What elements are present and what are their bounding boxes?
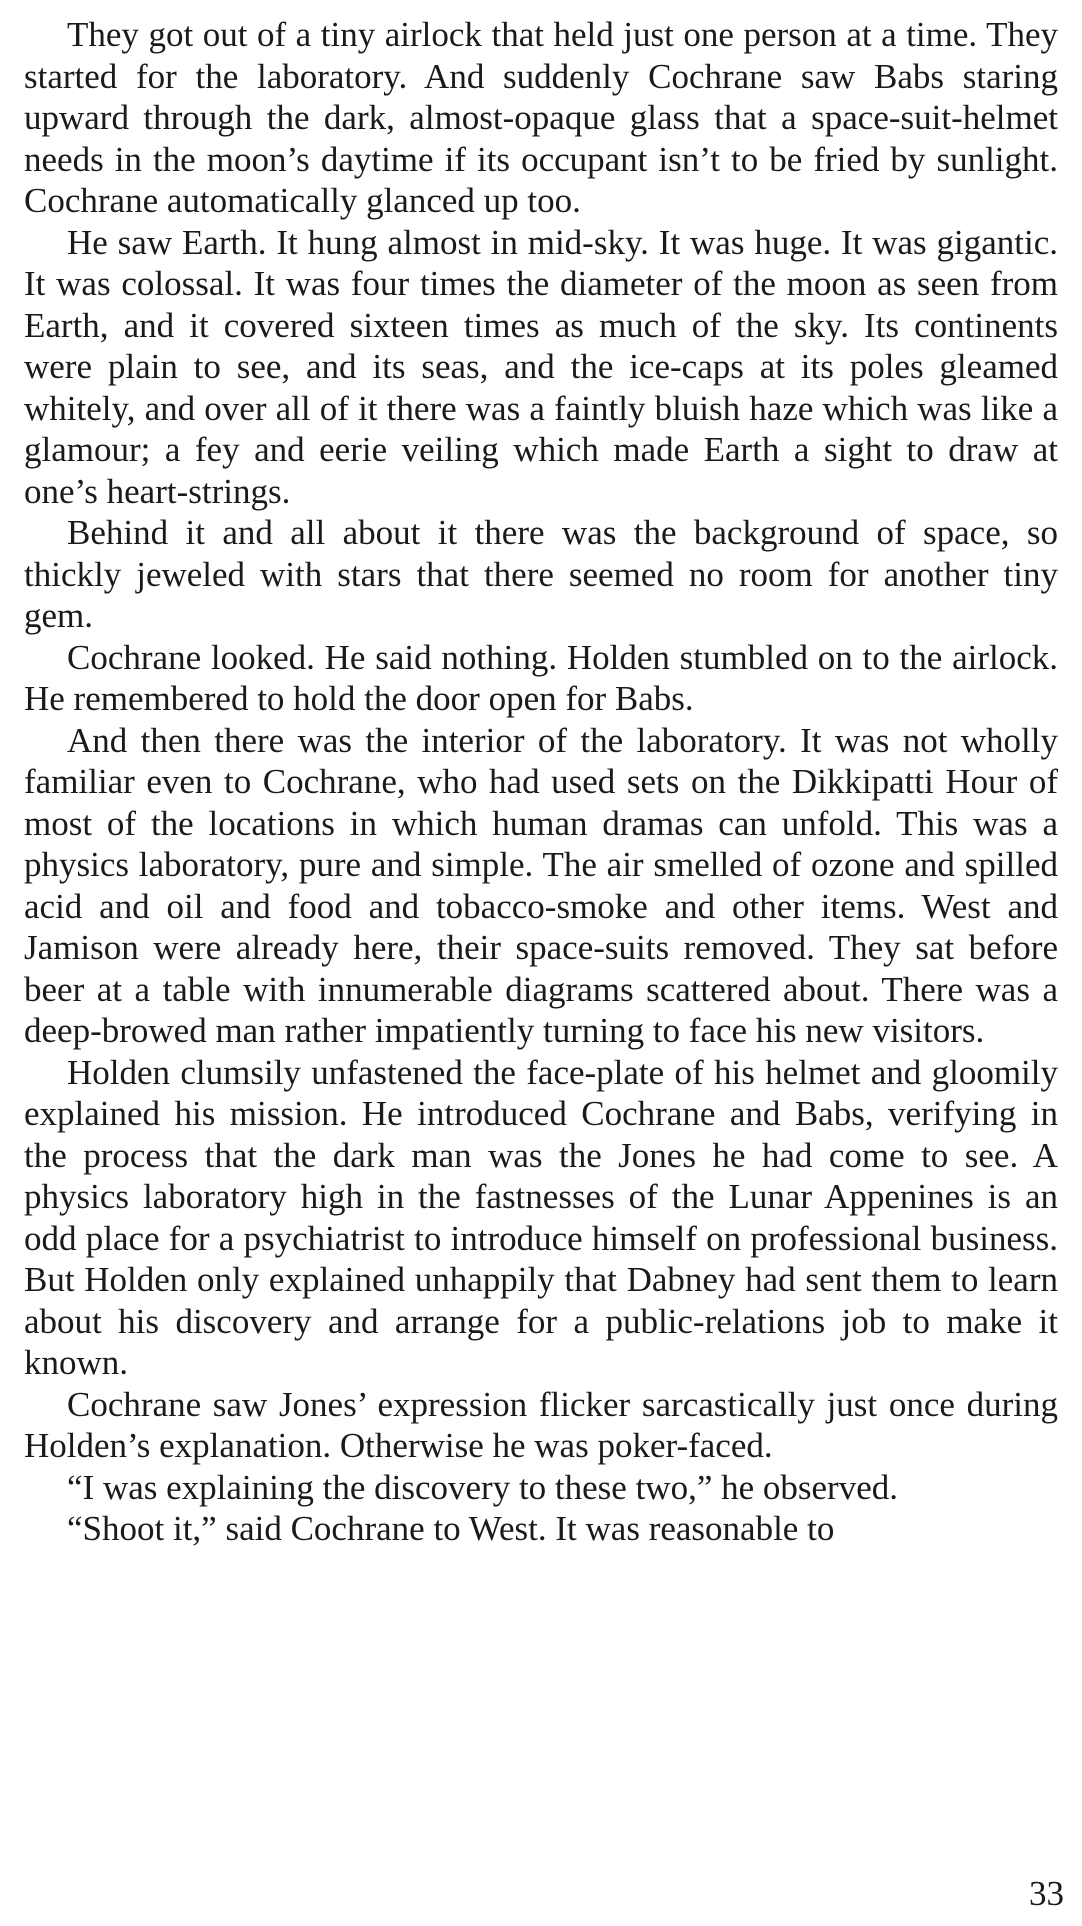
paragraph-jones-expression: Cochrane saw Jones’ expression flicker sarcastically just once during Holden’s explanation. Otherwise he was poker-faced. bbox=[24, 1384, 1058, 1465]
paragraph-shoot-it: “Shoot it,” said Cochrane to West. It was reasonable to bbox=[67, 1509, 835, 1548]
paragraph-earth: He saw Earth. It hung almost in mid-sky. It was huge. It was gigantic. It was colossal. It was four times the diameter of the moon as seen from Earth, and it covered sixteen times as much of the sky. Its continents were plain to see, and its seas, and the ice-caps at its poles gleamed whitely, and over all of it there was a faintly bluish haze which was like a glamour; a fey and eerie veiling which made Earth a sight to draw at one’s heart-strings. bbox=[24, 222, 1058, 511]
book-page bbox=[24, 14, 1058, 1914]
paragraph-space-background: Behind it and all about it there was the background of space, so thickly jeweled with stars that there seemed no room for another tiny gem. bbox=[24, 513, 1058, 635]
paragraph-laboratory-interior: And then there was the interior of the laboratory. It was not wholly familiar even to Cochrane, who had used sets on the Dikkipatti Hour of most of the locations in which human dramas can unfold. This was a physics laboratory, pure and simple. The air smelled of ozone and spilled acid and oil and food and tobacco-smoke and other items. West and Jamison were already here, their space-suits removed. They sat before beer at a table with innumerable diagrams scattered about. There was a deep-browed man rather impatiently turning to face his new visitors. bbox=[24, 720, 1058, 1050]
paragraph-cochrane-looked: Cochrane looked. He said nothing. Holden stumbled on to the airlock. He remembered to hold the door open for Babs. bbox=[24, 637, 1058, 718]
page-number: 33 bbox=[1029, 1874, 1064, 1913]
paragraph-explaining-discovery: “I was explaining the discovery to these two,” he observed. bbox=[67, 1467, 898, 1507]
paragraph-airlock: They got out of a tiny airlock that held just one person at a time. They started for the laboratory. And suddenly Cochrane saw Babs staring upward through the dark, almost-opaque glass that a space-suit-helmet needs in the moon’s daytime if its occupant isn’t to be fried by sunlight. Cochrane automatically glanced up too. bbox=[24, 15, 1058, 220]
paragraph-holden-mission: Holden clumsily unfastened the face-plate of his helmet and gloomily explained his mission. He introduced Cochrane and Babs, verifying in the process that the dark man was the Jones he had come to see. A physics laboratory high in the fastnesses of the Lunar Appenines is an odd place for a psychiatrist to introduce himself on professional business. But Holden only explained unhappily that Dabney had sent them to learn about his discovery and arrange for a public-relations job to make it known. bbox=[24, 1052, 1058, 1382]
